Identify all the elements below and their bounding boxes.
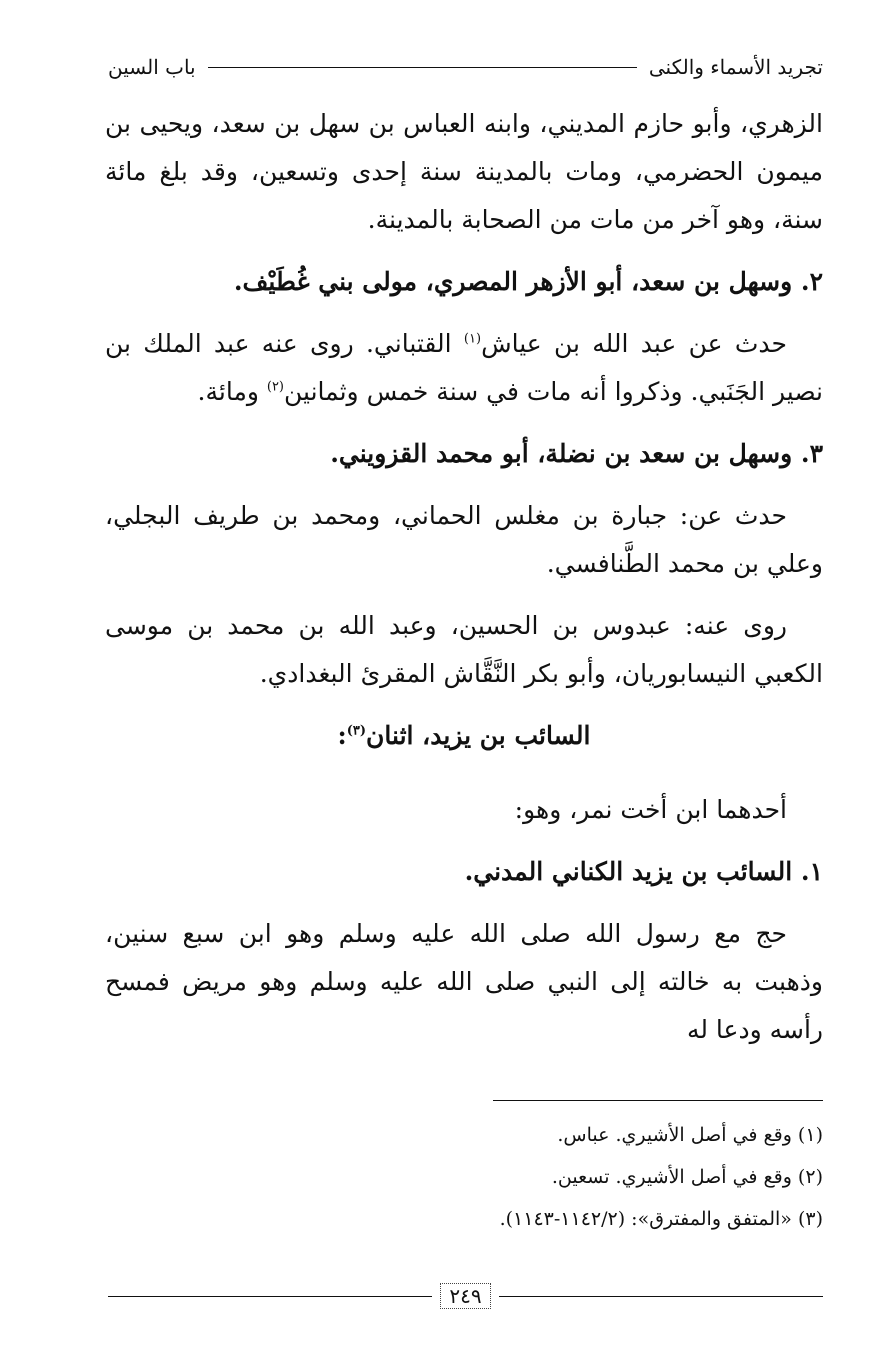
footnote-divider xyxy=(493,1100,823,1101)
running-head xyxy=(108,50,823,84)
paragraph: أحدهما ابن أخت نمر، وهو: xyxy=(514,795,787,824)
paragraph-text: حدث عن عبد الله بن عياش xyxy=(481,329,787,358)
book-title: تجريد الأسماء والكنى xyxy=(648,55,823,79)
footnotes xyxy=(105,1114,823,1240)
entry-heading: ٢. وسهل بن سعد، أبو الأزهر المصري، مولى بني غُطَيْف. xyxy=(233,267,823,296)
paragraph: روى عنه: عبدوس بن الحسين، وعبد الله بن محمد بن موسى الكعبي النيسابوريان، وأبو بكر النَّقَّاش المقرئ البغدادي. xyxy=(105,611,823,688)
paragraph: الزهري، وأبو حازم المديني، وابنه العباس بن سهل بن سعد، ويحيى بن ميمون الحضرمي، ومات بالمدينة سنة إحدى وتسعين، وقد بلغ مائة سنة، وهو آخر من مات من الصحابة بالمدينة. xyxy=(105,109,823,234)
footnote-ref[interactable]: (٢) xyxy=(266,379,284,395)
body-text xyxy=(105,100,823,1054)
paragraph: حدث عن: جبارة بن مغلس الحماني، ومحمد بن طريف البجلي، وعلي بن محمد الطَّنافسي. xyxy=(105,501,823,578)
paragraph-text: ومائة. xyxy=(197,377,267,406)
paragraph: حج مع رسول الله صلى الله عليه وسلم وهو ابن سبع سنين، وذهبت به خالته إلى النبي صلى الله عليه وسلم وهو مريض فمسح رأسه ودعا له xyxy=(105,919,823,1044)
entry-heading: ١. السائب بن يزيد الكناني المدني. xyxy=(464,857,823,886)
chapter-title: باب السين xyxy=(108,55,196,79)
paragraph-text: القتباني. روى عنه عبد الملك بن نصير الجَنَبي. وذكروا أنه مات في سنة خمس وثمانين xyxy=(105,329,823,406)
section-title-colon: : xyxy=(337,721,347,750)
footer-rule xyxy=(108,1296,432,1297)
footnote: (٣) «المتفق والمفترق»: (١١٤٢/٢-١١٤٣). xyxy=(499,1208,823,1230)
footer-rule xyxy=(499,1296,823,1297)
section-title-text: السائب بن يزيد، اثنان xyxy=(366,721,591,750)
footnote: (٢) وقع في أصل الأشيري. تسعين. xyxy=(551,1166,823,1188)
footnote-ref[interactable]: (٣) xyxy=(346,723,367,739)
page-number: ٢٤٩ xyxy=(440,1283,490,1309)
entry-heading: ٣. وسهل بن سعد بن نضلة، أبو محمد القزويني. xyxy=(330,439,823,468)
footnote: (١) وقع في أصل الأشيري. عباس. xyxy=(557,1124,823,1146)
section-title xyxy=(105,712,823,760)
footnote-ref[interactable]: (١) xyxy=(463,331,482,347)
header-rule xyxy=(208,67,637,68)
page-footer xyxy=(108,1282,823,1310)
paragraph xyxy=(105,320,823,416)
